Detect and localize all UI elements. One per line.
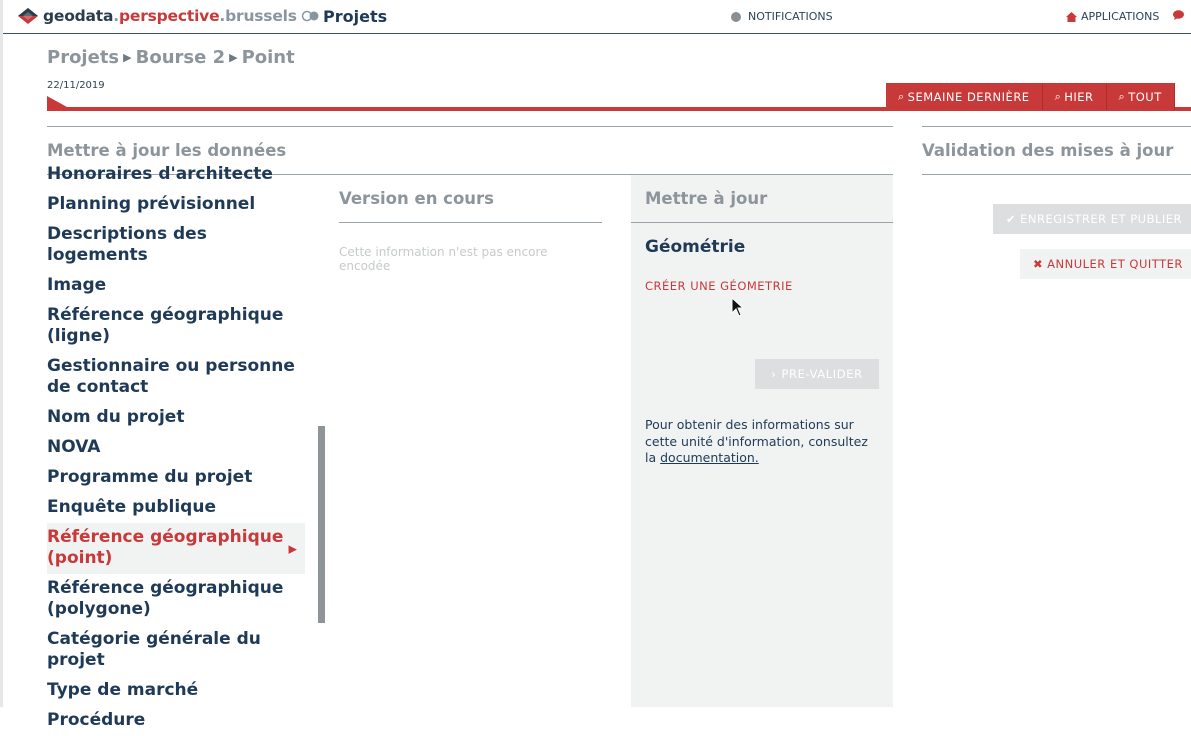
filter-all[interactable]: ⌕ TOUT [1107, 83, 1175, 110]
notification-dot-icon [731, 12, 741, 22]
update-panel-title: Mettre à jour [645, 189, 768, 208]
list-item-label: Type de marché [47, 680, 199, 700]
search-icon: ⌕ [1054, 89, 1062, 103]
applications-label: APPLICATIONS [1081, 10, 1160, 23]
list-item[interactable] [47, 706, 305, 736]
home-icon [1066, 12, 1077, 22]
divider [922, 174, 1191, 175]
caret-right-icon: ▶ [288, 542, 297, 555]
list-item[interactable] [47, 574, 305, 625]
list-item[interactable] [47, 676, 305, 706]
time-filter-tabs [886, 83, 1175, 110]
save-and-publish-button[interactable]: ✔ ENREGISTRER ET PUBLIER [993, 204, 1191, 234]
logo-diamond-icon [17, 7, 39, 25]
site-logo[interactable] [17, 7, 322, 25]
list-scrollbar[interactable] [318, 426, 325, 623]
list-item-label: Nom du projet [47, 407, 185, 427]
window-edge [0, 0, 3, 707]
list-item[interactable] [47, 352, 305, 403]
decorative-wedge [47, 96, 67, 107]
logo-text: geodata.perspective.brussels [43, 7, 297, 25]
divider [631, 222, 893, 223]
cancel-and-quit-button[interactable]: ✖ ANNULER ET QUITTER [1020, 249, 1191, 279]
list-item[interactable] [47, 493, 305, 523]
breadcrumb-item-bourse[interactable]: Bourse 2 [135, 47, 226, 68]
notifications-label: NOTIFICATIONS [748, 10, 833, 23]
caret-right-icon: ▶ [123, 51, 132, 64]
list-item-label: Référence géographique (ligne) [47, 305, 284, 346]
prevalidate-button[interactable]: › PRE-VALIDER [755, 359, 879, 389]
check-icon: ✔ [1006, 212, 1017, 226]
list-item-label: Enquête publique [47, 497, 216, 517]
info-text: Pour obtenir des informations sur cette unité d'information, consultez la [645, 417, 868, 465]
list-item-label: Référence géographique (polygone) [47, 578, 284, 619]
close-icon: ✖ [1033, 257, 1044, 271]
list-item[interactable] [47, 403, 305, 433]
documentation-info [645, 417, 881, 467]
filter-last-week[interactable]: ⌕ SEMAINE DERNIÈRE [886, 83, 1043, 110]
divider [339, 222, 602, 223]
applications-link[interactable] [1066, 10, 1159, 23]
list-item-label: Descriptions des logements [47, 224, 207, 265]
section-title-update-data: Mettre à jour les données [47, 141, 287, 160]
current-version-title: Version en cours [339, 189, 495, 208]
list-item[interactable] [47, 625, 305, 676]
list-item[interactable] [47, 301, 305, 352]
list-item-label: Référence géographique (point) [47, 527, 284, 568]
list-item-label: Programme du projet [47, 467, 253, 487]
list-item[interactable] [47, 271, 305, 301]
comment-icon[interactable] [1173, 10, 1184, 23]
chevron-right-icon: › [771, 367, 777, 381]
create-geometry-link[interactable]: CRÉER UNE GÉOMETRIE [645, 279, 793, 293]
filter-yesterday[interactable]: ⌕ HIER [1043, 83, 1107, 110]
date-label: 22/11/2019 [47, 80, 105, 91]
current-version-note: Cette information n'est pas encore encodée [339, 245, 548, 273]
list-item[interactable] [47, 523, 305, 574]
list-item-label: Catégorie générale du projet [47, 629, 261, 670]
list-item[interactable] [47, 463, 305, 493]
list-item-label: Planning prévisionnel [47, 194, 256, 214]
list-item[interactable] [47, 160, 305, 190]
mouse-cursor-icon [731, 297, 745, 317]
list-item-label: Honoraires d'architecte [47, 164, 273, 184]
breadcrumb-item-point: Point [241, 47, 295, 68]
list-item[interactable] [47, 220, 305, 271]
top-bar [3, 0, 1191, 34]
data-items-list [47, 164, 305, 730]
section-title-validation: Validation des mises à jour [922, 141, 1174, 160]
list-item[interactable] [47, 433, 305, 463]
list-item-label: Procédure [47, 710, 146, 730]
documentation-link[interactable]: documentation. [660, 450, 759, 465]
search-icon: ⌕ [1118, 89, 1126, 103]
geometry-title: Géométrie [645, 237, 746, 257]
cloud-icon [300, 10, 322, 22]
list-item-label: Gestionnaire ou personne de contact [47, 356, 295, 397]
divider [922, 126, 1191, 127]
caret-right-icon: ▶ [229, 51, 238, 64]
search-icon: ⌕ [898, 89, 905, 103]
app-title[interactable]: Projets [323, 7, 388, 26]
update-panel [631, 175, 893, 707]
breadcrumb-item-projets[interactable]: Projets [47, 47, 120, 68]
breadcrumb [47, 47, 295, 68]
list-item-label: NOVA [47, 437, 101, 457]
divider [47, 126, 893, 127]
list-item[interactable] [47, 190, 305, 220]
list-item-label: Image [47, 275, 107, 295]
notifications-link[interactable] [731, 10, 833, 23]
